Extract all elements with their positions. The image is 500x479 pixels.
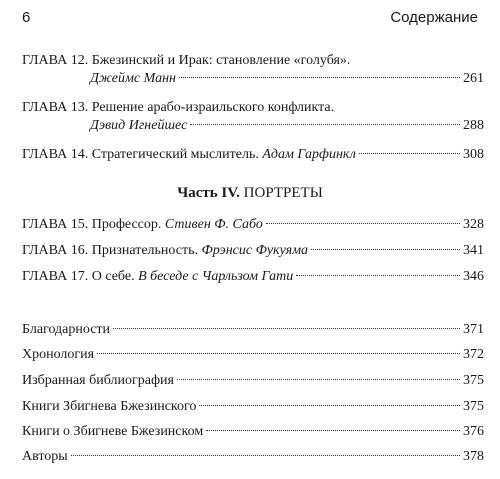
page-ref: 375: [463, 399, 484, 414]
chapter-author: Джеймс Манн: [90, 71, 176, 86]
page-number: 6: [22, 9, 31, 26]
dot-leader: [177, 379, 460, 380]
toc-entry-chapter-17[interactable]: [22, 268, 484, 286]
page-ref: 372: [463, 347, 484, 362]
chapter-label: ГЛАВА 17.: [22, 269, 89, 284]
chapter-author: Адам Гарфинкл: [262, 147, 356, 162]
dot-leader: [97, 353, 460, 354]
dot-leader: [113, 328, 460, 329]
chapter-label: ГЛАВА 15.: [22, 217, 89, 232]
toc-entry-books-by-brzezinski[interactable]: [22, 398, 484, 416]
dot-leader: [71, 455, 460, 456]
page-ref: 341: [463, 243, 484, 258]
page-ref: 375: [463, 373, 484, 388]
chapter-title: Признательность.: [91, 243, 198, 258]
page-ref: 346: [463, 269, 484, 284]
entry-title: Книги Збигнева Бжезинского: [22, 399, 197, 414]
toc-entry-chronology[interactable]: [22, 346, 484, 364]
toc-entry-chapter-13[interactable]: [22, 99, 484, 135]
dot-leader: [296, 275, 460, 276]
page-ref: 261: [463, 71, 484, 86]
chapter-label: ГЛАВА 14.: [22, 147, 89, 162]
toc-entry-books-about-brzezinski[interactable]: [22, 423, 484, 441]
part-title: ПОРТРЕТЫ: [243, 185, 323, 201]
chapter-label: ГЛАВА 12.: [22, 53, 89, 68]
chapter-label: ГЛАВА 16.: [22, 243, 89, 258]
toc-entry-bibliography[interactable]: [22, 372, 484, 390]
chapter-author: Дэвид Игнейшес: [90, 118, 188, 133]
page-ref: 308: [463, 147, 484, 162]
toc-entry-acknowledgements[interactable]: [22, 321, 484, 339]
toc-entry-chapter-12[interactable]: [22, 52, 484, 88]
dot-leader: [311, 249, 460, 250]
toc-entry-chapter-14[interactable]: [22, 146, 484, 164]
dot-leader: [190, 124, 460, 125]
entry-title: Избранная библиография: [22, 373, 174, 388]
part-label: Часть IV.: [177, 185, 240, 201]
chapter-title: Профессор.: [91, 217, 162, 232]
page-ref: 371: [463, 322, 484, 337]
toc-entry-chapter-16[interactable]: [22, 242, 484, 260]
toc-entry-chapter-15[interactable]: [22, 216, 484, 234]
chapter-label: ГЛАВА 13.: [22, 100, 89, 115]
page-ref: 328: [463, 217, 484, 232]
page-ref: 376: [463, 424, 484, 439]
chapter-title: Стратегический мыслитель.: [91, 147, 259, 162]
chapter-title: Решение арабо-израильского конфликта.: [91, 100, 335, 115]
chapter-title: О себе.: [91, 269, 135, 284]
toc-entry-authors[interactable]: [22, 448, 484, 466]
entry-title: Благодарности: [22, 322, 111, 337]
entry-title: Авторы: [22, 449, 68, 464]
page-ref: 288: [463, 118, 484, 133]
dot-leader: [266, 223, 460, 224]
entry-title: Хронология: [22, 347, 95, 362]
running-title: Содержание: [390, 9, 478, 26]
entry-title: Книги о Збигневе Бжезинском: [22, 424, 204, 439]
chapter-title: Бжезинский и Ирак: становление «голубя».: [91, 53, 351, 68]
page-ref: 378: [463, 449, 484, 464]
dot-leader: [199, 405, 460, 406]
dot-leader: [179, 77, 460, 78]
running-head: [22, 9, 478, 29]
dot-leader: [206, 430, 460, 431]
chapter-author: В беседе с Чарльзом Гати: [138, 269, 294, 284]
chapter-author: Стивен Ф. Сабо: [164, 217, 263, 232]
chapter-author: Фрэнсис Фукуяма: [201, 243, 309, 258]
part-heading[interactable]: [0, 185, 500, 202]
dot-leader: [359, 153, 460, 154]
